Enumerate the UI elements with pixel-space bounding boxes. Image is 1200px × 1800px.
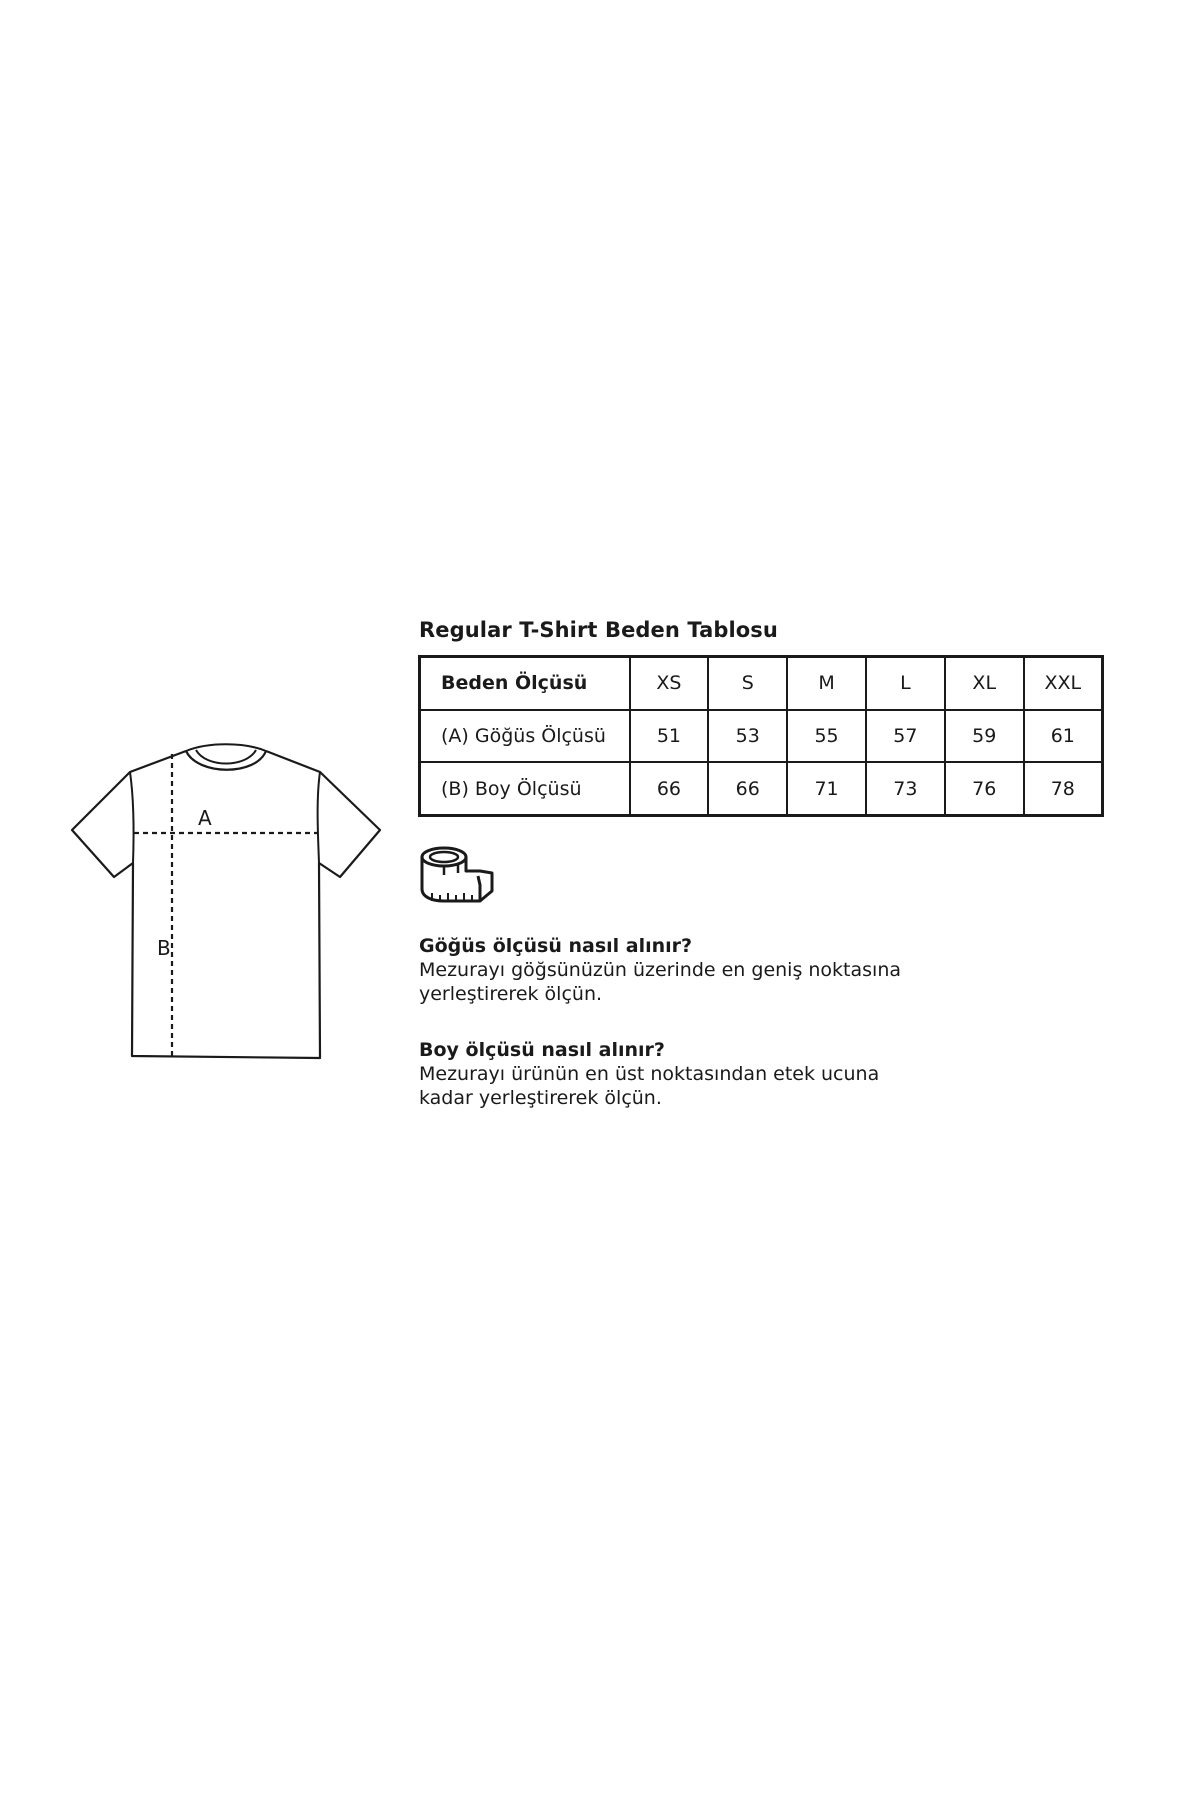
length-instruction <box>419 1038 939 1110</box>
label-b: B <box>157 936 171 960</box>
row-label-chest: (A) Göğüs Ölçüsü <box>420 710 630 762</box>
table-cell: 53 <box>708 710 787 762</box>
table-cell: 51 <box>630 710 709 762</box>
table-cell: 61 <box>1024 710 1103 762</box>
length-answer-line: Mezurayı ürünün en üst noktasından etek ucuna <box>419 1063 880 1085</box>
table-cell: 73 <box>866 762 945 815</box>
row-label-length: (B) Boy Ölçüsü <box>420 762 630 815</box>
page-title: Regular T-Shirt Beden Tablosu <box>419 618 778 642</box>
size-header-cell: XL <box>945 657 1024 710</box>
table-cell: 55 <box>787 710 866 762</box>
table-header-row <box>420 657 1103 710</box>
chest-answer-line: Mezurayı göğsünüzün üzerinde en geniş noktasına <box>419 959 902 981</box>
table-cell: 78 <box>1024 762 1103 815</box>
chest-answer-line: yerleştirerek ölçün. <box>419 983 603 1005</box>
table-cell: 66 <box>630 762 709 815</box>
measuring-tape-icon <box>418 845 494 907</box>
size-table <box>418 655 1104 817</box>
table-row <box>420 710 1103 762</box>
table-cell: 66 <box>708 762 787 815</box>
label-a: A <box>198 806 212 830</box>
t-shirt-outline-icon <box>68 740 388 1070</box>
table-header-label: Beden Ölçüsü <box>420 657 630 710</box>
chest-question: Göğüs ölçüsü nasıl alınır? <box>419 935 693 957</box>
length-question: Boy ölçüsü nasıl alınır? <box>419 1039 665 1061</box>
table-cell: 59 <box>945 710 1024 762</box>
size-header-cell: S <box>708 657 787 710</box>
size-header-cell: XS <box>630 657 709 710</box>
chest-instruction <box>419 934 939 1006</box>
size-header-cell: L <box>866 657 945 710</box>
size-header-cell: XXL <box>1024 657 1103 710</box>
size-header-cell: M <box>787 657 866 710</box>
table-row <box>420 762 1103 815</box>
table-cell: 76 <box>945 762 1024 815</box>
table-cell: 57 <box>866 710 945 762</box>
length-answer-line: kadar yerleştirerek ölçün. <box>419 1087 662 1109</box>
table-cell: 71 <box>787 762 866 815</box>
